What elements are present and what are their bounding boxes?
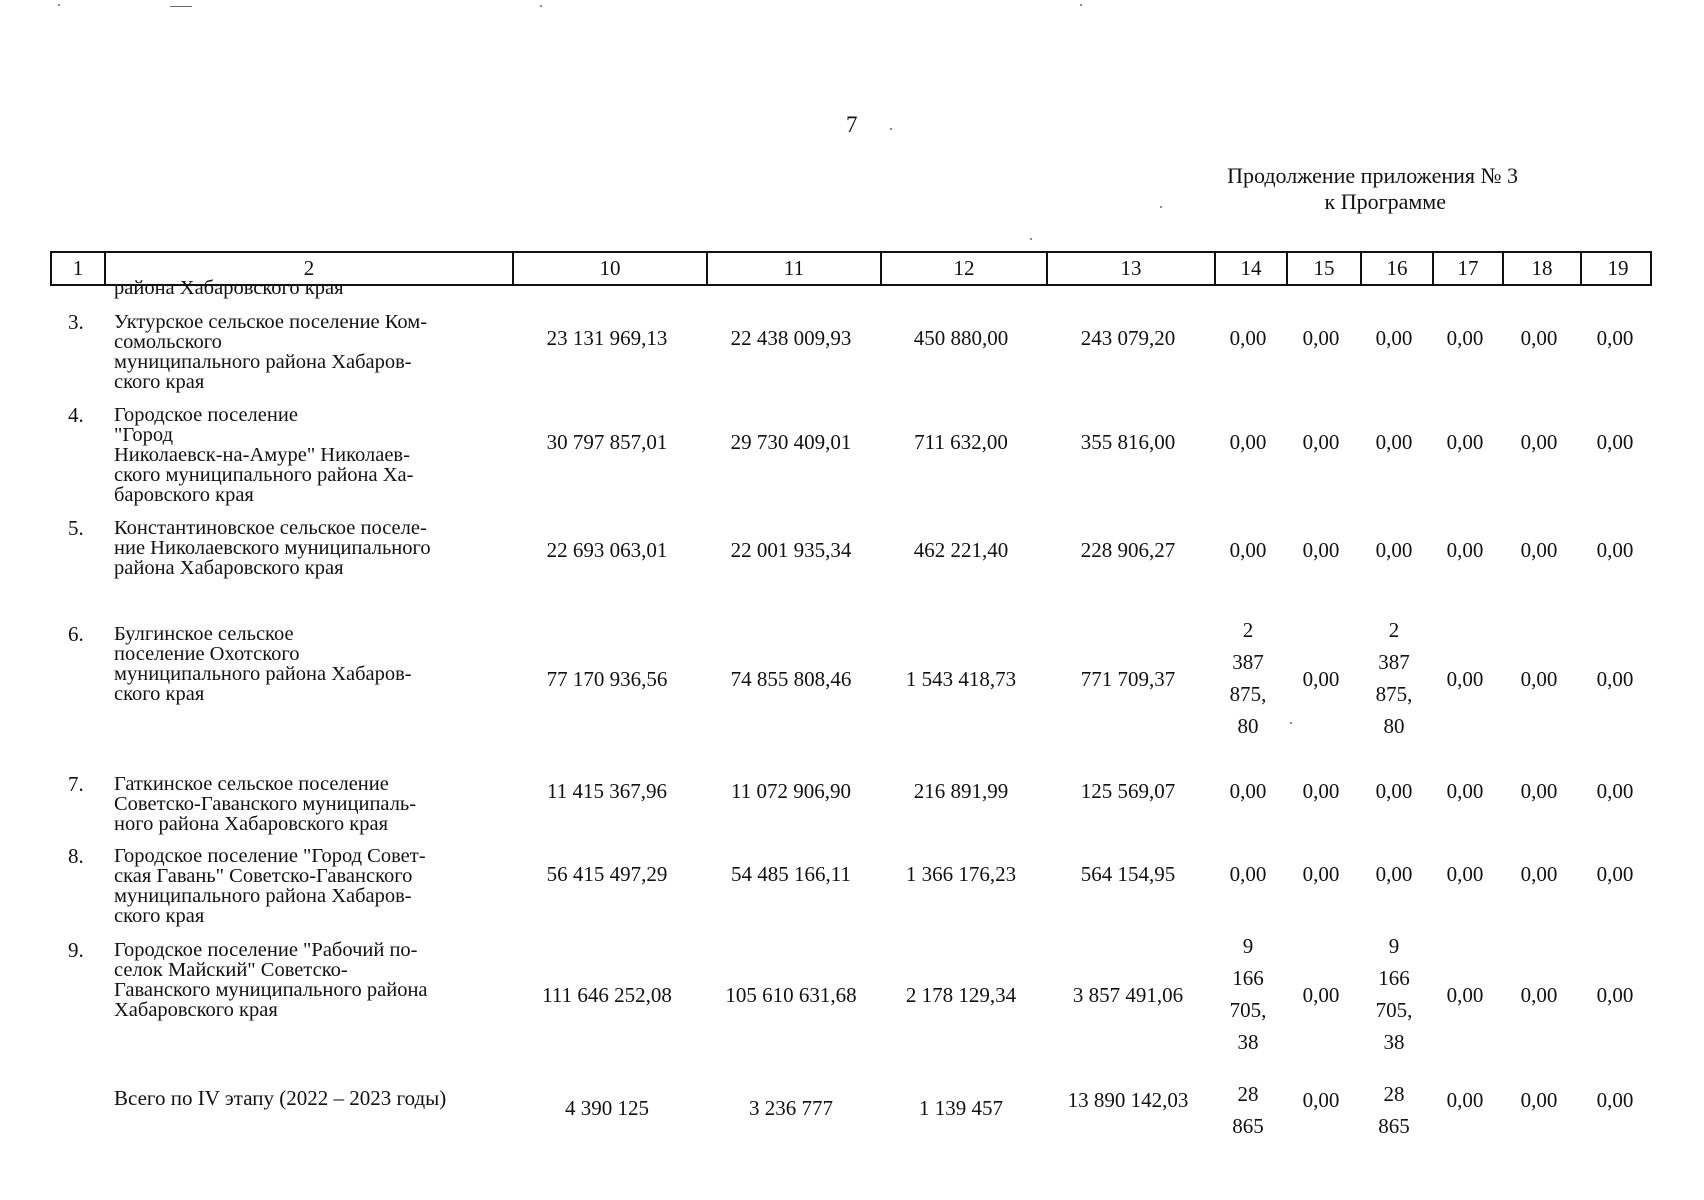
cell-col-19: 0,00	[1596, 862, 1634, 886]
total-col-14-line: 865	[1232, 1114, 1264, 1138]
cell-col-10: 77 170 936,56	[546, 667, 668, 691]
total-col-13: 13 890 142,03	[1067, 1088, 1189, 1112]
total-col-19: 0,00	[1596, 1088, 1634, 1112]
cell-col-14-line: 875,	[1229, 682, 1267, 706]
cell-col-12: 2 178 129,34	[905, 983, 1017, 1007]
row-index: 5.	[68, 516, 84, 540]
cell-col-13: 3 857 491,06	[1072, 983, 1184, 1007]
scan-speck	[58, 4, 60, 6]
cell-col-18: 0,00	[1520, 983, 1558, 1007]
cell-col-15: 0,00	[1302, 862, 1340, 886]
cell-col-14-line: 387	[1232, 650, 1264, 674]
cell-col-13: 355 816,00	[1080, 430, 1176, 454]
header-cell-19: 19	[1580, 253, 1654, 284]
municipality-name-line: ние Николаевского муниципального	[114, 537, 431, 559]
carryover-text: района Хабаровского края	[114, 277, 344, 299]
cell-col-19: 0,00	[1596, 538, 1634, 562]
cell-col-10: 56 415 497,29	[546, 862, 668, 886]
municipality-name	[114, 405, 514, 505]
cell-col-18: 0,00	[1520, 862, 1558, 886]
cell-col-17: 0,00	[1446, 430, 1484, 454]
cell-col-18: 0,00	[1520, 779, 1558, 803]
municipality-name-line: Гаткинское сельское поселение	[114, 773, 389, 795]
cell-col-11: 74 855 808,46	[730, 667, 852, 691]
cell-col-10: 23 131 969,13	[546, 326, 668, 350]
cell-col-16-line: 2	[1388, 618, 1400, 642]
scan-speck	[170, 6, 192, 7]
cell-col-10: 30 797 857,01	[546, 430, 668, 454]
cell-col-14: 0,00	[1229, 326, 1267, 350]
cell-col-13: 771 709,37	[1080, 667, 1176, 691]
cell-col-18: 0,00	[1520, 326, 1558, 350]
cell-col-14-line: 166	[1232, 966, 1264, 990]
scan-speck	[540, 5, 542, 7]
cell-col-16: 0,00	[1375, 779, 1413, 803]
cell-col-17: 0,00	[1446, 983, 1484, 1007]
header-cell-18: 18	[1502, 253, 1580, 284]
header-cell-1: 1	[72, 256, 84, 280]
cell-col-15: 0,00	[1302, 983, 1340, 1007]
municipality-name-line: баровского края	[114, 484, 254, 506]
municipality-name	[114, 624, 514, 704]
cell-col-17: 0,00	[1446, 538, 1484, 562]
cell-col-17: 0,00	[1446, 779, 1484, 803]
header-cell-11: 11	[706, 253, 880, 284]
continuation-caption	[1227, 163, 1518, 215]
row-index: 7.	[68, 772, 84, 796]
total-col-10: 4 390 125	[565, 1096, 649, 1120]
municipality-name-line: ского муниципального района Ха-	[114, 464, 414, 486]
municipality-name	[114, 518, 514, 578]
cell-col-18: 0,00	[1520, 538, 1558, 562]
municipality-name-line: муниципального района Хабаров-	[114, 885, 412, 907]
header-cell-15: 15	[1286, 253, 1360, 284]
cell-col-16-line: 387	[1378, 650, 1410, 674]
total-col-16-line: 28	[1383, 1082, 1405, 1106]
municipality-name-line: ского края	[114, 905, 205, 927]
total-col-11: 3 236 777	[749, 1096, 833, 1120]
scan-speck	[1160, 206, 1162, 208]
cell-col-10: 111 646 252,08	[542, 983, 672, 1007]
header-cell-17: 17	[1432, 253, 1502, 284]
cell-col-11: 105 610 631,68	[725, 983, 857, 1007]
cell-col-12: 462 221,40	[913, 538, 1009, 562]
cell-col-14-line: 2	[1242, 618, 1254, 642]
cell-col-16-line: 705,	[1375, 998, 1413, 1022]
cell-col-15: 0,00	[1302, 779, 1340, 803]
total-col-12: 1 139 457	[919, 1096, 1003, 1120]
cell-col-16-line: 80	[1383, 714, 1405, 738]
total-col-15: 0,00	[1302, 1088, 1340, 1112]
total-label: Всего по IV этапу (2022 – 2023 годы)	[114, 1086, 447, 1110]
cell-col-15: 0,00	[1302, 430, 1340, 454]
municipality-name-line: Уктурское сельское поселение Ком-	[114, 311, 428, 333]
cell-col-10: 22 693 063,01	[546, 538, 668, 562]
municipality-name-line: Городское поселение	[114, 404, 298, 426]
cell-col-14-line: 705,	[1229, 998, 1267, 1022]
continuation-line-1: Продолжение приложения № 3	[1227, 163, 1518, 188]
cell-col-14: 0,00	[1229, 779, 1267, 803]
cell-col-18: 0,00	[1520, 667, 1558, 691]
cell-col-13: 228 906,27	[1080, 538, 1176, 562]
cell-col-12: 450 880,00	[913, 326, 1009, 350]
cell-col-11: 11 072 906,90	[731, 779, 851, 803]
cell-col-15: 0,00	[1302, 326, 1340, 350]
municipality-name-line: района Хабаровского края	[114, 557, 344, 579]
header-cell-10: 10	[512, 253, 706, 284]
cell-col-17: 0,00	[1446, 326, 1484, 350]
cell-col-11: 54 485 166,11	[731, 862, 851, 886]
header-cell-12: 12	[880, 253, 1046, 284]
header-cell-13: 13	[1046, 253, 1214, 284]
cell-col-14: 0,00	[1229, 430, 1267, 454]
municipality-name-line: муниципального района Хабаров-	[114, 663, 412, 685]
cell-col-14-line: 38	[1237, 1030, 1259, 1054]
cell-col-14: 0,00	[1229, 538, 1267, 562]
municipality-name-line: "Город	[114, 424, 174, 446]
cell-col-17: 0,00	[1446, 862, 1484, 886]
municipality-name-line: Хабаровского края	[114, 999, 278, 1021]
cell-col-12: 711 632,00	[914, 430, 1008, 454]
header-cell-14: 14	[1214, 253, 1286, 284]
municipality-name-line: Городское поселение "Город Совет-	[114, 845, 426, 867]
cell-col-16: 0,00	[1375, 862, 1413, 886]
total-col-18: 0,00	[1520, 1088, 1558, 1112]
cell-col-13: 243 079,20	[1080, 326, 1176, 350]
cell-col-16-line: 166	[1378, 966, 1410, 990]
municipality-name	[114, 312, 514, 392]
municipality-name-line: ного района Хабаровского края	[114, 813, 389, 835]
cell-col-12: 216 891,99	[913, 779, 1009, 803]
row-index: 9.	[68, 938, 84, 962]
municipality-name-line: сомольского	[114, 331, 222, 353]
scan-speck	[1290, 722, 1292, 724]
municipality-name-line: поселение Охотского	[114, 643, 300, 665]
municipality-name	[114, 846, 514, 926]
total-col-17: 0,00	[1446, 1088, 1484, 1112]
cell-col-16-line: 9	[1388, 934, 1400, 958]
cell-col-16: 0,00	[1375, 326, 1413, 350]
scan-speck	[890, 128, 892, 130]
municipality-name	[114, 774, 514, 834]
cell-col-19: 0,00	[1596, 430, 1634, 454]
cell-col-14-line: 9	[1242, 934, 1254, 958]
cell-col-14-line: 80	[1237, 714, 1259, 738]
municipality-name-line: Булгинское сельское	[114, 623, 294, 645]
municipality-name	[114, 940, 514, 1020]
cell-col-16-line: 38	[1383, 1030, 1405, 1054]
municipality-name-line: Городское поселение "Рабочий по-	[114, 939, 418, 961]
total-col-14-line: 28	[1237, 1082, 1259, 1106]
cell-col-17: 0,00	[1446, 667, 1484, 691]
row-index: 3.	[68, 310, 84, 334]
municipality-name-line: Гаванского муниципального района	[114, 979, 428, 1001]
cell-col-11: 22 438 009,93	[730, 326, 852, 350]
cell-col-15: 0,00	[1302, 667, 1340, 691]
cell-col-10: 11 415 367,96	[547, 779, 667, 803]
cell-col-18: 0,00	[1520, 430, 1558, 454]
cell-col-12: 1 543 418,73	[905, 667, 1017, 691]
header-cell-2: 2	[104, 253, 512, 284]
cell-col-14: 0,00	[1229, 862, 1267, 886]
scan-speck	[1030, 238, 1032, 240]
cell-col-19: 0,00	[1596, 667, 1634, 691]
municipality-name-line: ская Гавань" Советско-Гаванского	[114, 865, 413, 887]
cell-col-16: 0,00	[1375, 430, 1413, 454]
municipality-name-line: ского края	[114, 371, 205, 393]
page-number: 7	[846, 112, 858, 137]
row-index: 8.	[68, 844, 84, 868]
cell-col-16: 0,00	[1375, 538, 1413, 562]
total-col-16-line: 865	[1378, 1114, 1410, 1138]
municipality-name-line: Константиновское сельское поселе-	[114, 517, 427, 539]
cell-col-13: 564 154,95	[1080, 862, 1176, 886]
cell-col-15: 0,00	[1302, 538, 1340, 562]
municipality-name-line: селок Майский" Советско-	[114, 959, 348, 981]
scan-speck	[1080, 4, 1082, 6]
cell-col-13: 125 569,07	[1080, 779, 1176, 803]
row-index: 6.	[68, 622, 84, 646]
municipality-name-line: Николаевск-на-Амуре" Николаев-	[114, 444, 410, 466]
municipality-name-line: ского края	[114, 683, 205, 705]
cell-col-19: 0,00	[1596, 326, 1634, 350]
municipality-name-line: муниципального района Хабаров-	[114, 351, 412, 373]
cell-col-11: 22 001 935,34	[730, 538, 852, 562]
municipality-name-line: Советско-Гаванского муниципаль-	[114, 793, 417, 815]
cell-col-19: 0,00	[1596, 983, 1634, 1007]
continuation-line-2: к Программе	[1324, 189, 1446, 214]
cell-col-12: 1 366 176,23	[905, 862, 1017, 886]
cell-col-16-line: 875,	[1375, 682, 1413, 706]
cell-col-11: 29 730 409,01	[730, 430, 852, 454]
row-index: 4.	[68, 403, 84, 427]
cell-col-19: 0,00	[1596, 779, 1634, 803]
header-cell-16: 16	[1360, 253, 1432, 284]
